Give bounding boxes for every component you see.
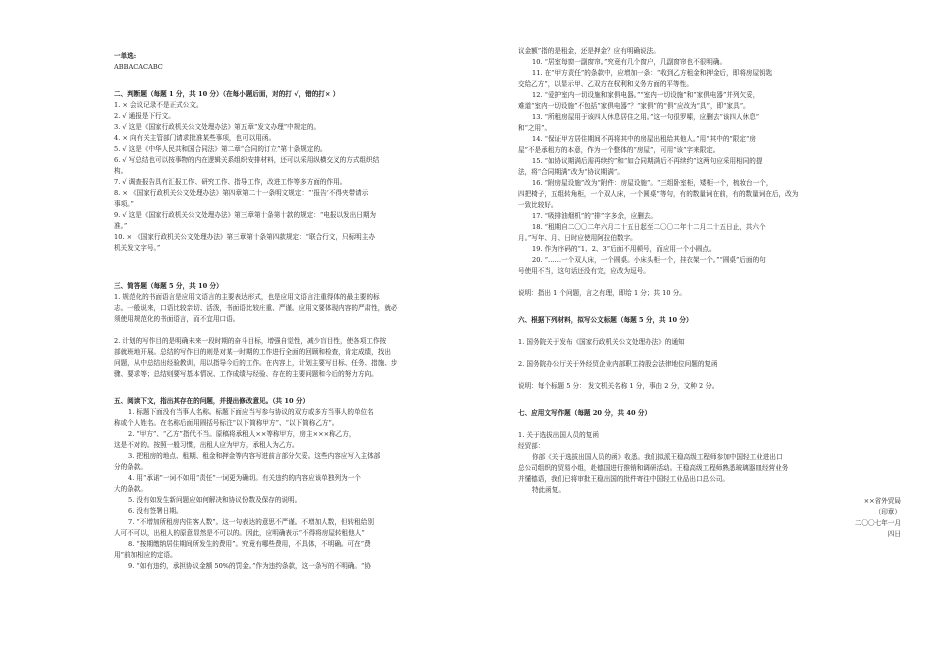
right-text-line: 二〇〇七年一月 bbox=[854, 519, 901, 527]
left-text-line: 准。” bbox=[114, 222, 128, 230]
left-text-line: 7. “不增加所租房内住客人数”。这一句表达的意思不严谨。不增加人数，但转租给别 bbox=[128, 518, 374, 526]
left-text-line: 4. × 向有关主管部门请求批准某些事项，也可以用函。 bbox=[114, 134, 276, 142]
right-text-line bbox=[518, 299, 901, 310]
left-text-line: 骤、要求等；总结则要写基本情况、工作成绩与经验、存在的主要问题和今后的努力方向。 bbox=[114, 370, 378, 378]
right-text-line bbox=[518, 370, 901, 381]
left-text-line: 6. 没有签署日期。 bbox=[128, 507, 183, 515]
left-text-line: 2. “甲方”、“乙方”指代不当。原稿将承租人××等称甲方，房主×××称乙方， bbox=[128, 430, 356, 438]
left-text-line: 称或个人姓名。在名称后面用圆括号标注“以下简称甲方”、“以下简称乙方”。 bbox=[114, 419, 339, 427]
right-text-line: 月。”写年、月、日时应使用阿拉伯数字。 bbox=[518, 234, 637, 242]
left-text-line: 2. 计划的写作目的是明确未来一段时期的奋斗目标，增强自觉性，减少盲目性，使各项工作按 bbox=[114, 337, 387, 345]
left-text-line: 3. √ 这是《国家行政机关公文处理办法》第五章“发文办理”中规定的。 bbox=[114, 123, 321, 131]
right-text-line: 12. “爱护室内一切设施和家俱电器。”“室内一切设施”和“家俱电器”并列欠妥， bbox=[532, 91, 760, 99]
left-text-line bbox=[114, 380, 494, 391]
left-text-line: 志。一般说来，口语比较亲切、活泼，书面语比较庄重、严谨。应用文要体现内容的严肃性，就必 bbox=[114, 304, 398, 312]
right-text-line: 14. “保证甲方居住期间不再将其中的房屋出租给其他人。”用“其中的”限定“房 bbox=[532, 135, 756, 143]
right-text-line: 1. 关于选拔出国人员的复函 bbox=[518, 431, 599, 439]
right-text-line: 难道“室内一切设施”不包括“家俱电器”？“家俱”的“俱”应改为“具”，即“家具”。 bbox=[518, 102, 750, 110]
right-text-line: 一致比较好。 bbox=[518, 201, 558, 209]
left-text-line: 部就班地开展。总结的写作目的则是对某一时期的工作进行全面的回顾和检查，肯定成绩，找出 bbox=[114, 348, 391, 356]
right-text-line: 17. “吸排油烟机”的“排”字多余，应删去。 bbox=[532, 212, 657, 220]
right-text-line: 15. “如协议期满后需再续约”和“如合同期满后不再续约”这两句应采用相同的提 bbox=[532, 157, 763, 165]
left-text-line: 5. 没有如发生新问题应如何解决和协议份数及保存的说明。 bbox=[128, 496, 302, 504]
right-text-line: （印章） bbox=[874, 508, 901, 516]
right-text-line: 议金额”指的是租金，还是押金？应有明确说法。 bbox=[518, 47, 660, 55]
left-text-line: 5. √ 这是《中华人民共和国合同法》第二章“合同的订立”第十条规定的。 bbox=[114, 145, 327, 153]
right-text-line: 2. 国务院办公厅关于外经贸企业内部职工持股会法律地位问题的复函 bbox=[518, 360, 718, 368]
left-text-line: 7. √ 调查报告具有汇报工作、研究工作、指导工作，改进工作等多方面的作用。 bbox=[114, 178, 347, 186]
left-text-line: ABBACACABC bbox=[114, 63, 163, 71]
left-text-line: 五、阅读下文，指出其存在的问题，并提出修改意见。（共 10 分） bbox=[114, 397, 310, 405]
left-text-line: 用”前加相应的定语。 bbox=[114, 551, 177, 559]
left-text-line: 一单选: bbox=[114, 52, 137, 60]
left-text-line: 这是不对的。按照一般习惯，出租人应为甲方，承租人为乙方。 bbox=[114, 441, 299, 449]
right-text-line bbox=[518, 392, 901, 403]
right-text-line: 六、根据下列材料，拟写公文标题（每题 5 分，共 10 分） bbox=[518, 316, 693, 324]
left-text-line bbox=[114, 265, 494, 276]
left-text-line: 8. × 《国家行政机关公文处理办法》第四章第二十一条明文规定：“‘报告’不得夹带请示 bbox=[114, 189, 369, 197]
left-text-line: 9. √ 这是《国家行政机关公文处理办法》第三章第十条第十款的规定：“电报以发出日期为 bbox=[114, 211, 377, 219]
left-text-line: 构。 bbox=[114, 167, 128, 175]
right-text-line: 号使用不当，这句话还没有完，应改为逗号。 bbox=[518, 267, 650, 275]
right-text-line: 七、应用文写作题（每题 20 分，共 40 分） bbox=[518, 409, 652, 417]
right-text-line: 说明：每个标题 5 分： 发文机关名称 1 分，事由 2 分，文种 2 分。 bbox=[518, 382, 719, 390]
left-text-line: 6. √ 写总结也可以按事物的内在逻辑关系组织安排材料，还可以采用纵横交叉的方式组织结 bbox=[114, 156, 380, 164]
right-text-line: 法，将“合同期满”改为“协议期满”。 bbox=[518, 168, 624, 176]
left-text-line: 4. 用“承诺”一词不如用“责任”一词更为确切。有关违约的内容应该单独列为一个 bbox=[128, 474, 361, 482]
right-text-line: 交给乙方”，以显示甲、乙双方在权利和义务方面的平等性。 bbox=[518, 80, 693, 88]
right-text-line: 四把椅子，五组转角柜，一个双人床，一个圆桌”等句，有的数量词在前，有的数量词在后，改为 bbox=[518, 190, 799, 198]
right-text-line bbox=[518, 348, 901, 359]
left-text-line: 10. × 《国家行政机关公文处理办法》第三章第十条第四款规定：“联合行文，只标明主办 bbox=[114, 233, 375, 241]
right-text-line: 经贸部： bbox=[518, 442, 545, 450]
left-text-line bbox=[114, 254, 494, 265]
left-text-line: 二、判断题（每题 1 分，共 10 分）（在每小题后面，对的打 √，错的打× ） bbox=[114, 90, 340, 98]
right-text-line: 1. 国务院关于发布《国家行政机关公文处理办法》的通知 bbox=[518, 338, 685, 346]
left-text-line: 1. 标题下面没有当事人名称。标题下面应当写参与协议的双方或多方当事人的单位名 bbox=[128, 408, 374, 416]
left-text-line: 9. “如有违约，承担协议金额 50%的罚金。”作为违约条款，这一条写的不明确。“协 bbox=[128, 562, 371, 570]
right-text-line bbox=[518, 326, 901, 337]
right-text-line: 和“之用”。 bbox=[518, 124, 552, 132]
left-text-line: 分的条款。 bbox=[114, 463, 147, 471]
right-text-line: 特此函复。 bbox=[532, 486, 565, 494]
right-text-line: 四日 bbox=[887, 530, 901, 538]
left-text-line: 机关发文字号。” bbox=[114, 244, 161, 252]
right-text-line: 18. “租期自二〇〇二年六月二十五日起至二〇〇二年十二月二十五日止，共六个 bbox=[532, 223, 766, 231]
right-text-line: 10. “居室每窗一副窗帘。”究竟有几个窗户，几副窗帘也不很明确。 bbox=[532, 58, 727, 66]
left-text-line: 大的条款。 bbox=[114, 485, 147, 493]
right-text-line bbox=[518, 419, 901, 430]
left-text-line: 1. × 会议记录不是正式公文。 bbox=[114, 101, 203, 109]
left-text-line bbox=[114, 73, 494, 84]
right-text-line: 总公司组织的贸易小组，赴德国进行推销和调研活动。王稳高级工程师熟悉玻璃器皿经营业务 bbox=[518, 464, 789, 472]
right-text-line: 13. “所租房屋用于该四人休息居住之用。”这一句很罗嗦，应删去“该四人休息” bbox=[532, 113, 760, 121]
right-column bbox=[518, 46, 901, 540]
right-text-line: 16. “附房屋设施”改为“附件：房屋设施”。“三组卧室柜，矮柜一个，梳妆台一个， bbox=[532, 179, 773, 187]
left-column bbox=[114, 46, 494, 572]
left-text-line: 问题，从中总结出经验教训，用以指导今后的工作。在内容上，计划主要写目标、任务、措施、步 bbox=[114, 359, 398, 367]
right-text-line bbox=[518, 277, 901, 288]
right-text-line: 屋”不是承租方的本意，作为一个整体的“房屋”，可用“该”字来限定。 bbox=[518, 146, 720, 154]
right-text-line: 20. “……一个双人床，一个圆桌。小床头柜一个，挂衣架一个。”“圆桌”后面的句 bbox=[532, 256, 766, 264]
right-text-line: 19. 作为序码的“1、2、3”后面不用顿号，而应用一个小圆点。 bbox=[532, 245, 716, 253]
left-text-line: 1. 规范化的书面语言是应用文语言的主要表达形式，也是应用文语言注重得体的最主要的标 bbox=[114, 293, 380, 301]
left-text-line: 须使用规范化的书面语言，而不宜用口语。 bbox=[114, 315, 240, 323]
right-text-line: ××省外贸局 bbox=[863, 497, 901, 505]
right-text-line: 你部《关于选拔出国人员的函》收悉。我们拟派王稳高级工程师参加中国轻工业进出口 bbox=[532, 453, 783, 461]
left-text-line: 8. “按期缴纳居住期间所发生的费用”。究竟有哪些费用，不具体，不明确。可在“费 bbox=[128, 540, 371, 548]
left-text-line: 3. 把租房的地点、租期、租金和押金等内容写进前言部分欠妥。这些内容应写入主体部 bbox=[128, 452, 381, 460]
right-text-line: 并懂德语，我们已将审批王稳出国的批件寄往中国轻工业品出口总公司。 bbox=[518, 475, 729, 483]
left-text-line: 事项。” bbox=[114, 200, 134, 208]
left-text-line: 人可不可以，出租人的原意显然是不可以的。因此，应明确表示“不得将房屋转租他人” bbox=[114, 529, 365, 537]
left-text-line: 三、简答题（每题 5 分，共 10 分） bbox=[114, 282, 223, 290]
left-text-line bbox=[114, 325, 494, 336]
right-text-line: 11. 在“甲方责任”的条款中，应增加一条：“收到乙方租金和押金后，即将房屋钥匙 bbox=[532, 69, 773, 77]
left-text-line: 2. √ 通报是下行文。 bbox=[114, 112, 175, 120]
right-text-line: 说明：指出 1 个问题，言之有理，即给 1 分；共 10 分。 bbox=[518, 289, 686, 297]
